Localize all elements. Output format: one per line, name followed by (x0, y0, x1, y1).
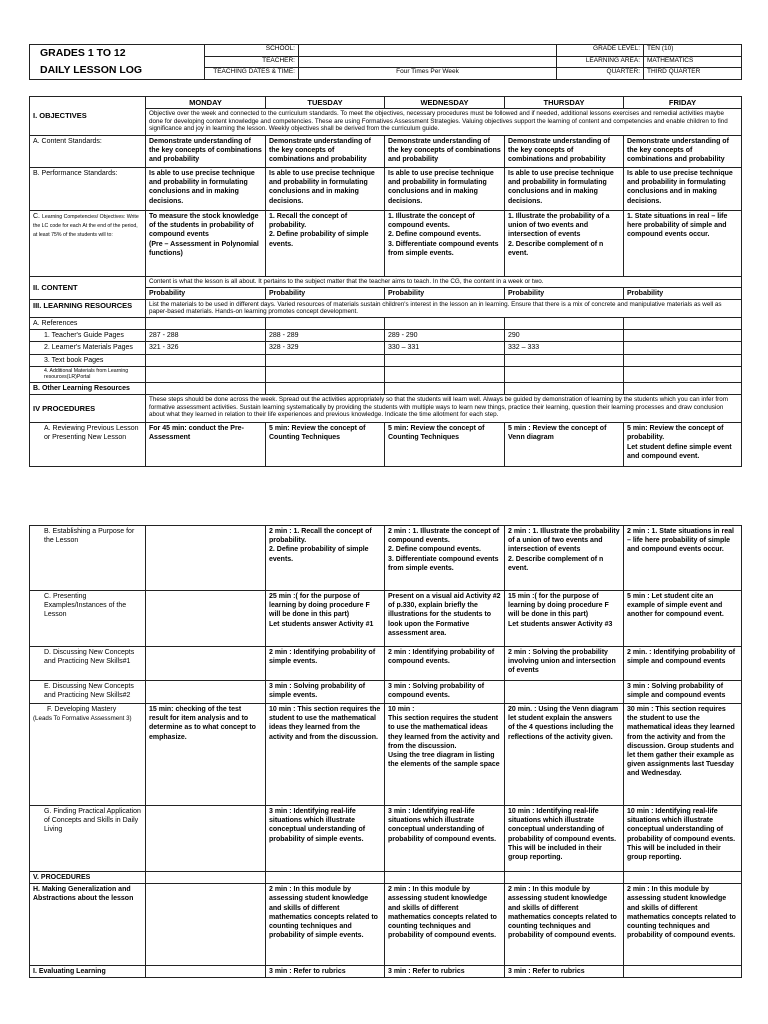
performance-standards-wednesday: Is able to use precise technique and probability in formulating conclusions and in making decisions. (385, 168, 505, 211)
content-standards-tuesday: Demonstrate understanding of the key concepts of combinations and probability (266, 136, 385, 168)
discussing-1-friday: 2 min. : Identifying probability of simple and compound events (624, 647, 742, 681)
finding-wednesday: 3 min : Identifying real-life situations which illustrate conceptual understanding of probability of compound events. (385, 806, 505, 872)
content-standards-monday: Demonstrate understanding of the key concepts of combinations and probability (146, 136, 266, 168)
references-friday (624, 317, 742, 329)
reviewing-monday: For 45 min: conduct the Pre- Assessment (146, 423, 266, 467)
competencies-monday-objective: To measure the stock knowledge of the students in probability of compound events (149, 213, 259, 239)
other-resources-monday (146, 382, 266, 394)
generalization-monday (146, 884, 266, 966)
day-header-tuesday: TUESDAY (266, 97, 385, 109)
textbook-pages-friday (624, 354, 742, 366)
teacher-field[interactable] (299, 56, 557, 68)
establishing-label: B. Establishing a Purpose for the Lesson (30, 526, 146, 591)
competencies-tuesday: 1. Recall the concept of probability. 2. Define probability of simple events. (266, 211, 385, 277)
content-monday: Probability (146, 287, 266, 299)
evaluating-label: I. Evaluating Learning (30, 966, 146, 978)
teaching-dates-label: TEACHING DATES & TIME: (205, 68, 299, 80)
generalization-friday: 2 min : In this module by assessing student knowledge and skills of different mathematics concepts related to counting techniques and probability of compound events. (624, 884, 742, 966)
presenting-wednesday: Present on a visual aid Activity #2 of p.330, explain briefly the illustrations for the students to look upon the Formative assessment area. (385, 591, 505, 647)
learners-materials-wednesday: 330 – 331 (385, 342, 505, 354)
finding-tuesday: 3 min : Identifying real-life situations which illustrate conceptual understanding of probability of simple events. (266, 806, 385, 872)
content-thursday: Probability (505, 287, 624, 299)
additional-materials-label: 4. Additional Materials from Learning resources(LR)Portal (30, 366, 146, 382)
learners-materials-thursday: 332 – 333 (505, 342, 624, 354)
mastery-subtitle: (Leads To Formative Assessment 3) (33, 715, 132, 723)
presenting-label: C. Presenting Examples/Instances of the Lesson (30, 591, 146, 647)
performance-standards-label: B. Performance Standards: (30, 168, 146, 211)
mastery-friday: 30 min : This section requires the student to use the mathematical ideas they learned from the activity and from the discussion. Group students and let them gather their example as given assignments last Tuesday and Wednesday. (624, 704, 742, 806)
teacher-label: TEACHER: (205, 56, 299, 68)
mastery-tuesday: 10 min : This section requires the student to use the mathematical ideas they learned from the activity and from the discussion. (266, 704, 385, 806)
quarter-value[interactable]: THIRD QUARTER (644, 68, 742, 80)
learning-resources-label: III. LEARNING RESOURCES (30, 299, 146, 317)
v-procedures-thursday (505, 872, 624, 884)
content-standards-wednesday: Demonstrate understanding of the key concepts of combinations and probability (385, 136, 505, 168)
other-resources-thursday (505, 382, 624, 394)
other-resources-tuesday (266, 382, 385, 394)
textbook-pages-wednesday (385, 354, 505, 366)
document-title (30, 45, 205, 80)
mastery-wednesday: 10 min : This section requires the student to use the mathematical ideas they learned from the activity and from the discussion. Using the tree diagram in listing the elements of the sample space (385, 704, 505, 806)
discussing-1-monday (146, 647, 266, 681)
mastery-title: F. Developing Mastery (47, 706, 117, 713)
other-resources-label: B. Other Learning Resources (30, 382, 146, 394)
teaching-dates-value[interactable]: Four Times Per Week (299, 68, 557, 80)
learners-materials-monday: 321 - 326 (146, 342, 266, 354)
v-procedures-monday (146, 872, 266, 884)
finding-label: G. Finding Practical Application of Concepts and Skills in Daily Living (30, 806, 146, 872)
generalization-thursday: 2 min : In this module by assessing student knowledge and skills of different mathematics concepts related to counting techniques and probability of compound events. (505, 884, 624, 966)
reviewing-wednesday: 5 min: Review the concept of Counting Techniques (385, 423, 505, 467)
competencies-thursday: 1. Illustrate the probability of a union of two events and intersection of events 2. Describe complement of n event. (505, 211, 624, 277)
content-standards-friday: Demonstrate understanding of the key concepts of combinations and probability (624, 136, 742, 168)
learners-materials-label: 2. Learner's Materials Pages (30, 342, 146, 354)
teachers-guide-tuesday: 288 - 289 (266, 330, 385, 342)
references-thursday (505, 317, 624, 329)
discussing-2-friday: 3 min : Solving probability of simple and compound events (624, 681, 742, 704)
discussing-2-thursday (505, 681, 624, 704)
competencies-letter: C. (33, 213, 40, 220)
finding-thursday: 10 min : Identifying real-life situations which illustrate conceptual understanding of probability of compound events. This will be included in their group reporting. (505, 806, 624, 872)
textbook-pages-label: 3. Text book Pages (30, 354, 146, 366)
evaluating-wednesday: 3 min : Refer to rubrics (385, 966, 505, 978)
evaluating-thursday: 3 min : Refer to rubrics (505, 966, 624, 978)
discussing-2-label: E. Discussing New Concepts and Practicing New Skills#2 (30, 681, 146, 704)
textbook-pages-thursday (505, 354, 624, 366)
additional-materials-thursday (505, 366, 624, 382)
discussing-2-tuesday: 3 min : Solving probability of simple events. (266, 681, 385, 704)
references-wednesday (385, 317, 505, 329)
establishing-thursday: 2 min : 1. Illustrate the probability of a union of two events and intersection of events 2. Describe complement of n event. (505, 526, 624, 591)
teachers-guide-label: 1. Teacher's Guide Pages (30, 330, 146, 342)
evaluating-monday (146, 966, 266, 978)
other-resources-wednesday (385, 382, 505, 394)
content-tuesday: Probability (266, 287, 385, 299)
day-header-wednesday: WEDNESDAY (385, 97, 505, 109)
competencies-label (30, 211, 146, 277)
teachers-guide-monday: 287 - 288 (146, 330, 266, 342)
generalization-tuesday: 2 min : In this module by assessing student knowledge and skills of different mathematics concepts related to counting techniques and probability of simple events. (266, 884, 385, 966)
references-monday (146, 317, 266, 329)
learning-area-label: LEARNING AREA: (557, 56, 644, 68)
lesson-log-table-page-2 (29, 525, 742, 978)
performance-standards-tuesday: Is able to use precise technique and probability in formulating conclusions and in making decisions. (266, 168, 385, 211)
competencies-monday (146, 211, 266, 277)
day-header-monday: MONDAY (146, 97, 266, 109)
objectives-description: Objective over the week and connected to the curriculum standards. To meet the objectives, necessary procedures must be followed and if needed, additional lessons exercises and remedial activities maybe done for developing content knowledge and competencies. These are using Formatives Assessment Strategies. Valuing objectives support the learning of content and competencies and enable children to find significance and joy in learning the lesson. Weekly objectives shall be derived from the curriculum guide. (146, 109, 742, 136)
other-resources-friday (624, 382, 742, 394)
header-table (29, 44, 742, 80)
additional-materials-friday (624, 366, 742, 382)
competencies-monday-note: (Pre – Assessment in Polynomial functions) (149, 240, 259, 257)
learning-resources-description: List the materials to be used in different days. Varied resources of materials sustain children's interest in the lesson an in learning. Ensure that there is a mix of concrete and manipulative materials as well as paper-based materials. Hands-on learning promotes concept development. (146, 299, 742, 317)
learners-materials-tuesday: 328 - 329 (266, 342, 385, 354)
teachers-guide-wednesday: 289 - 290 (385, 330, 505, 342)
mastery-label (30, 704, 146, 806)
learning-area-value[interactable]: MATHEMATICS (644, 56, 742, 68)
reviewing-tuesday: 5 min: Review the concept of Counting Techniques (266, 423, 385, 467)
school-field[interactable] (299, 45, 557, 57)
generalization-label: H. Making Generalization and Abstractions about the lesson (30, 884, 146, 966)
textbook-pages-tuesday (266, 354, 385, 366)
competencies-description: Learning Competencies/ Objectives: Write the LC code for each At the end of the period, at least 75% of the students will to: (33, 214, 139, 239)
discussing-1-label: D. Discussing New Concepts and Practicing New Skills#1 (30, 647, 146, 681)
content-wednesday: Probability (385, 287, 505, 299)
finding-monday (146, 806, 266, 872)
content-description: Content is what the lesson is all about. It pertains to the subject matter that the teacher aims to teach. In the CG, the content in a week or two. (146, 277, 742, 288)
establishing-monday (146, 526, 266, 591)
discussing-1-thursday: 2 min : Solving the probability involving union and intersection of events (505, 647, 624, 681)
establishing-friday: 2 min : 1. State situations in real – life here probability of simple and compound events occur. (624, 526, 742, 591)
lesson-log-table-page-1 (29, 96, 742, 467)
day-header-thursday: THURSDAY (505, 97, 624, 109)
competencies-friday: 1. State situations in real – life here probability of simple and compound events occur. (624, 211, 742, 277)
procedures-description: These steps should be done across the week. Spread out the activities appropriately so that the students will learn well. Always be guided by demonstration of learning by the students which you can infer from formative assessment activities. Sustain learning systematically by providing the students with multiple ways to learn new things, practice their learning, question their learning processes and draw conclusion about what they learned in relation to their life experiences and previous knowledge. Indicate the time allotment for each step. (146, 395, 742, 423)
presenting-thursday: 15 min :( for the purpose of learning by doing procedure F will be done in this part) Let students answer Activity #3 (505, 591, 624, 647)
grade-level-value[interactable]: TEN (10) (644, 45, 742, 57)
reviewing-label: A. Reviewing Previous Lesson or Presenting New Lesson (30, 423, 146, 467)
learners-materials-friday (624, 342, 742, 354)
mastery-thursday: 20 min. : Using the Venn diagram let student explain the answers of the 4 questions including the reflections of the activity given. (505, 704, 624, 806)
additional-materials-monday (146, 366, 266, 382)
teachers-guide-friday (624, 330, 742, 342)
teachers-guide-thursday: 290 (505, 330, 624, 342)
v-procedures-wednesday (385, 872, 505, 884)
quarter-label: QUARTER: (557, 68, 644, 80)
references-tuesday (266, 317, 385, 329)
additional-materials-wednesday (385, 366, 505, 382)
discussing-2-wednesday: 3 min : Solving probability of compound events. (385, 681, 505, 704)
presenting-monday (146, 591, 266, 647)
performance-standards-friday: Is able to use precise technique and probability in formulating conclusions and in making decisions. (624, 168, 742, 211)
presenting-friday: 5 min : Let student cite an example of simple event and another for compound event. (624, 591, 742, 647)
v-procedures-tuesday (266, 872, 385, 884)
performance-standards-monday: Is able to use precise technique and probability in formulating conclusions and in making decisions. (146, 168, 266, 211)
evaluating-tuesday: 3 min : Refer to rubrics (266, 966, 385, 978)
establishing-tuesday: 2 min : 1. Recall the concept of probability. 2. Define probability of simple events. (266, 526, 385, 591)
reviewing-friday: 5 min: Review the concept of probability. Let student define simple event and compound event. (624, 423, 742, 467)
generalization-wednesday: 2 min : In this module by assessing student knowledge and skills of different mathematics concepts related to counting techniques and probability of compound events. (385, 884, 505, 966)
mastery-monday: 15 min: checking of the test result for item analysis and to determine as to what concept to emphasize. (146, 704, 266, 806)
objectives-label: I. OBJECTIVES (30, 97, 146, 136)
additional-materials-tuesday (266, 366, 385, 382)
content-friday: Probability (624, 287, 742, 299)
content-standards-thursday: Demonstrate understanding of the key concepts of combinations and probability (505, 136, 624, 168)
school-label: SCHOOL: (205, 45, 299, 57)
content-standards-label: A. Content Standards: (30, 136, 146, 168)
references-label: A. References (30, 317, 146, 329)
finding-friday: 10 min : Identifying real-life situations which illustrate conceptual understanding of probability of compound events. This will be included in their group reporting. (624, 806, 742, 872)
textbook-pages-monday (146, 354, 266, 366)
performance-standards-thursday: Is able to use precise technique and probability in formulating conclusions and in making decisions. (505, 168, 624, 211)
v-procedures-friday (624, 872, 742, 884)
discussing-1-tuesday: 2 min : Identifying probability of simple events. (266, 647, 385, 681)
evaluating-friday (624, 966, 742, 978)
competencies-wednesday: 1. Illustrate the concept of compound events. 2. Define compound events. 3. Differentiate compound events from simple events. (385, 211, 505, 277)
title-line-1: GRADES 1 TO 12 (40, 47, 126, 59)
establishing-wednesday: 2 min : 1. Illustrate the concept of compound events. 2. Define compound events. 3. Differentiate compound events from simple events. (385, 526, 505, 591)
procedures-label: IV PROCEDURES (30, 395, 146, 423)
discussing-2-monday (146, 681, 266, 704)
content-label: II. CONTENT (30, 277, 146, 300)
discussing-1-wednesday: 2 min : Identifying probability of compound events. (385, 647, 505, 681)
day-header-friday: FRIDAY (624, 97, 742, 109)
title-line-2: DAILY LESSON LOG (40, 64, 143, 76)
reviewing-thursday: 5 min : Review the concept of Venn diagram (505, 423, 624, 467)
grade-level-label: GRADE LEVEL: (557, 45, 644, 57)
v-procedures-label: V. PROCEDURES (30, 872, 146, 884)
presenting-tuesday: 25 min :( for the purpose of learning by doing procedure F will be done in this part) Let students answer Activity #1 (266, 591, 385, 647)
